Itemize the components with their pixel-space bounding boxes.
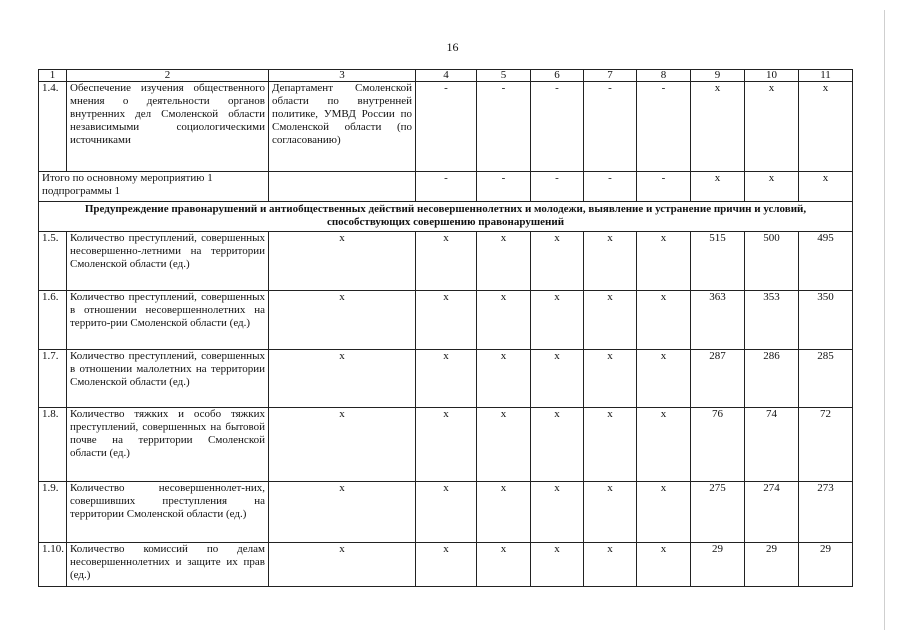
row-value: 500 [745, 232, 799, 291]
subtotal-value: - [584, 172, 637, 202]
row-value: x [477, 291, 531, 350]
row-value: x [531, 291, 584, 350]
row-number: 1.5. [39, 232, 67, 291]
row-value: x [416, 291, 477, 350]
row-value: x [477, 350, 531, 408]
row-value: 350 [799, 291, 853, 350]
row-value: x [531, 232, 584, 291]
subtotal-value: - [416, 172, 477, 202]
row-value: x [637, 408, 691, 482]
row-value: x [584, 350, 637, 408]
row-value: x [531, 350, 584, 408]
subtotal-value: x [799, 172, 853, 202]
row-value: x [584, 408, 637, 482]
row-value: 275 [691, 482, 745, 543]
row-value: 29 [745, 543, 799, 587]
row-executor: x [269, 482, 416, 543]
column-number-9: 9 [691, 70, 745, 82]
page-number: 16 [446, 40, 459, 54]
row-value: x [637, 232, 691, 291]
row-value: x [416, 543, 477, 587]
row-number: 1.6. [39, 291, 67, 350]
row-description: Количество преступлений, совершенных в отношении малолетних на территории Смоленской области (ед.) [67, 350, 269, 408]
row-value: - [637, 82, 691, 172]
row-value: - [416, 82, 477, 172]
column-number-11: 11 [799, 70, 853, 82]
row-value: - [531, 82, 584, 172]
row-description: Количество преступлений, совершенных несовершенно-летними на территории Смоленской области (ед.) [67, 232, 269, 291]
column-number-row [39, 70, 853, 82]
column-number-7: 7 [584, 70, 637, 82]
row-value: 29 [691, 543, 745, 587]
row-description: Обеспечение изучения общественного мнения о деятельности органов внутренних дел Смоленской области независимыми социологическими источниками [67, 82, 269, 172]
row-executor: x [269, 408, 416, 482]
row-number: 1.10. [39, 543, 67, 587]
table-row [39, 82, 853, 172]
row-value: x [477, 232, 531, 291]
column-number-3: 3 [269, 70, 416, 82]
row-number: 1.9. [39, 482, 67, 543]
row-value: 29 [799, 543, 853, 587]
row-value: 74 [745, 408, 799, 482]
row-value: 363 [691, 291, 745, 350]
row-value: 495 [799, 232, 853, 291]
column-number-4: 4 [416, 70, 477, 82]
row-value: x [531, 482, 584, 543]
row-value: x [637, 543, 691, 587]
row-value: x [416, 350, 477, 408]
column-number-8: 8 [637, 70, 691, 82]
row-executor: x [269, 543, 416, 587]
column-number-2: 2 [67, 70, 269, 82]
row-number: 1.7. [39, 350, 67, 408]
row-value: x [416, 408, 477, 482]
table-row [39, 232, 853, 291]
row-value: x [584, 291, 637, 350]
row-value: 274 [745, 482, 799, 543]
subtotal-value: x [745, 172, 799, 202]
column-number-1: 1 [39, 70, 67, 82]
row-executor: x [269, 291, 416, 350]
row-executor: x [269, 232, 416, 291]
margin-rule-line [884, 10, 885, 630]
row-description: Количество комиссий по делам несовершеннолетних и защите их прав (ед.) [67, 543, 269, 587]
subtotal-value: - [477, 172, 531, 202]
table-row [39, 291, 853, 350]
row-value: x [584, 232, 637, 291]
subtotal-value: - [531, 172, 584, 202]
row-number: 1.4. [39, 82, 67, 172]
row-description: Количество тяжких и особо тяжких преступлений, совершенных на бытовой почве на территории Смоленской области (ед.) [67, 408, 269, 482]
row-value: x [584, 482, 637, 543]
row-executor: Департамент Смоленской области по внутренней политике, УМВД России по Смоленской области (по согласованию) [269, 82, 416, 172]
row-value: 353 [745, 291, 799, 350]
row-value: - [584, 82, 637, 172]
row-value: - [477, 82, 531, 172]
column-number-6: 6 [531, 70, 584, 82]
row-value: x [637, 482, 691, 543]
row-value: 285 [799, 350, 853, 408]
row-value: x [477, 408, 531, 482]
table-row [39, 482, 853, 543]
row-value: x [745, 82, 799, 172]
table-row [39, 350, 853, 408]
row-description: Количество преступлений, совершенных в отношении несовершеннолетних на террито-рии Смоленской области (ед.) [67, 291, 269, 350]
column-number-5: 5 [477, 70, 531, 82]
subtotal-label: Итого по основному мероприятию 1 подпрограммы 1 [39, 172, 269, 202]
row-value: 72 [799, 408, 853, 482]
table-row [39, 408, 853, 482]
program-table [38, 69, 853, 587]
subtotal-row [39, 172, 853, 202]
section-heading: Предупреждение правонарушений и антиобщественных действий несовершеннолетних и молодежи, выявление и устранение причин и условий, способствующих совершению правонарушений [39, 202, 853, 232]
row-description: Количество несовершеннолет-них, совершивших преступления на территории Смоленской области (ед.) [67, 482, 269, 543]
row-value: x [531, 543, 584, 587]
subtotal-value: - [637, 172, 691, 202]
row-value: x [477, 543, 531, 587]
row-number: 1.8. [39, 408, 67, 482]
row-value: x [477, 482, 531, 543]
row-value: x [584, 543, 637, 587]
row-value: 287 [691, 350, 745, 408]
row-value: 273 [799, 482, 853, 543]
row-value: x [637, 291, 691, 350]
subtotal-value: x [691, 172, 745, 202]
row-value: x [691, 82, 745, 172]
subtotal-executor [269, 172, 416, 202]
column-number-10: 10 [745, 70, 799, 82]
row-value: 515 [691, 232, 745, 291]
row-value: 286 [745, 350, 799, 408]
section-heading-row [39, 202, 853, 232]
row-value: x [416, 482, 477, 543]
row-executor: x [269, 350, 416, 408]
row-value: x [531, 408, 584, 482]
row-value: x [637, 350, 691, 408]
row-value: 76 [691, 408, 745, 482]
row-value: x [799, 82, 853, 172]
table-row [39, 543, 853, 587]
row-value: x [416, 232, 477, 291]
